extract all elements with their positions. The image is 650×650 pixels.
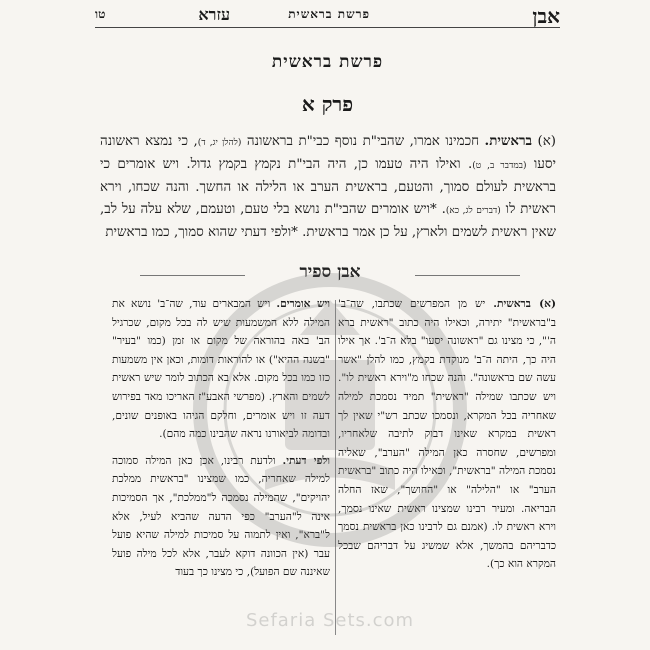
main-text-4: . *ויש אומרים שהבי"ת נושא בלי טעם, וטעמם, שלא עלה על לב, שאין ראשית לשמים ולארץ, על כן אמר בראשית. *ולפי דעתי שהוא סמוך, כמו בראשית bbox=[100, 202, 556, 240]
running-header-parasha: פרשת בראשית bbox=[288, 7, 370, 21]
watermark-text: Sefaria Sets.com bbox=[245, 610, 415, 631]
source-ref-3: (דברים לג, כא) bbox=[445, 206, 501, 216]
page-number: טו bbox=[95, 7, 106, 21]
book-title-right: אבן bbox=[532, 4, 560, 28]
commentary-paragraph bbox=[112, 295, 330, 444]
source-ref-2: (במדבר ב, ט) bbox=[472, 161, 527, 171]
commentary-column-left bbox=[112, 295, 330, 640]
verse-marker: (א) bbox=[537, 134, 556, 149]
source-ref-1: (להלן יג, ד) bbox=[197, 138, 242, 148]
commentary-column-right bbox=[338, 295, 556, 640]
running-header bbox=[95, 4, 560, 26]
commentary-rule-right bbox=[415, 275, 520, 276]
commentary-lemma: ולפי דעתי. bbox=[282, 454, 330, 467]
main-text-3: . ואילו היה טעמו כן, היה הבי"ת נקמץ בקמץ גדול. ויש אומרים כי בראשית לעולם סמוך, והטעם, בראשית הערב או הלילה או החשך. והנה שכחו, וירא ראשית לו bbox=[100, 157, 556, 217]
header-rule bbox=[95, 27, 560, 28]
main-text-1: חכמינו אמרו, שהבי"ת נוסף כבי"ת בראשונה bbox=[241, 134, 485, 149]
parasha-title: פרשת בראשית bbox=[271, 52, 384, 72]
commentary-title: אבן ספיר bbox=[299, 262, 361, 282]
book-title-left: עזרא bbox=[198, 5, 230, 24]
lemma-bereshit: בראשית. bbox=[484, 133, 532, 149]
commentary-text: ולדעת רבינו, אכן כאן המילה סמוכה למילה שאחריה, כמו שמצינו "בראשית ממלכת יהויקים", שהמילה נסמכה ל"ממלכת", אך הסמיכות אינה ל"הערב" כפי הדעה שהביא לעיל, אלא ל"ברא", ואין לתמוה על סמיכות למילה שהיא פועל עבר (אין הכוונה דוקא לעבר, אלא לכל מילה פועל שאיננה שם הפועל), כי מצינו כך בעוד bbox=[112, 454, 330, 579]
commentary-paragraph bbox=[112, 452, 330, 582]
chapter-title: פרק א bbox=[301, 92, 354, 116]
main-commentary-text bbox=[100, 130, 556, 244]
commentary-rule-left bbox=[140, 275, 245, 276]
main-text-2: , כי נמצא ראשונה יסעו bbox=[100, 134, 556, 172]
commentary-lemma: (א) בראשית. bbox=[493, 298, 556, 310]
commentary-lemma: ויש אומרים. bbox=[276, 298, 330, 310]
commentary-text: ויש המבארים עוד, שה־ב' נושא את המילה ללא המשמעות שיש לה בכל מקום, שכרגיל הב' באה בהוראה של מקום או זמן (כמו "בעיר" "בשנה ההיא") או להוראות דומות, וכאן אין משמעות כזו כמו בכל מקום. אלא בא הכתוב לומר שיש ראשית לשמים והארץ. (מפרשי האבע"ז האריכו מאד בפירוש דעה זו ויש אומרים, וחלקם הגיהו באופנים שונים, ובדומה לביאורנו נראה שהבינו כמה מהם). bbox=[112, 298, 330, 441]
commentary-paragraph bbox=[338, 295, 556, 574]
column-divider bbox=[335, 300, 336, 635]
commentary-text: יש מן המפרשים שכתבו, שה־ב' ב"בראשית" יתירה, וכאילו היה כתוב "ראשית ברא ה'", כי מצינו גם "ראשונה יסעו" בלא ה־ב'. אך אילו היה כך, היתה ה־ב' מנוקדת בקמץ, כמו להלן "אשר עשה שם בראשונה". והנה שכחו מ"וירא ראשית לו". ויש שכתבו שמילה "ראשית" תמיד נסמכת למילה שאחריה בכל המקרא, ונסמכו שכתב רש"י שאין לך ראשית במקרא שאינו דבוק לתיבה שלאחריו, ומפרשים, שחסרה כאן המילה "הערב", שאליה נסמכת המילה "בראשית", וכאילו היה כתוב "בראשית הערב" או "הלילה" או "החושך", שאז החלה הבריאה. ומעיר רבינו שמצינו ראשית שאינו נסמך, וירא ראשית לו. (אמנם גם לרבינו כאן בראשית נסמך כדבריהם בהמשך, אלא שמשיג על דבריהם שבכל המקרא הוא כך). bbox=[338, 298, 556, 571]
